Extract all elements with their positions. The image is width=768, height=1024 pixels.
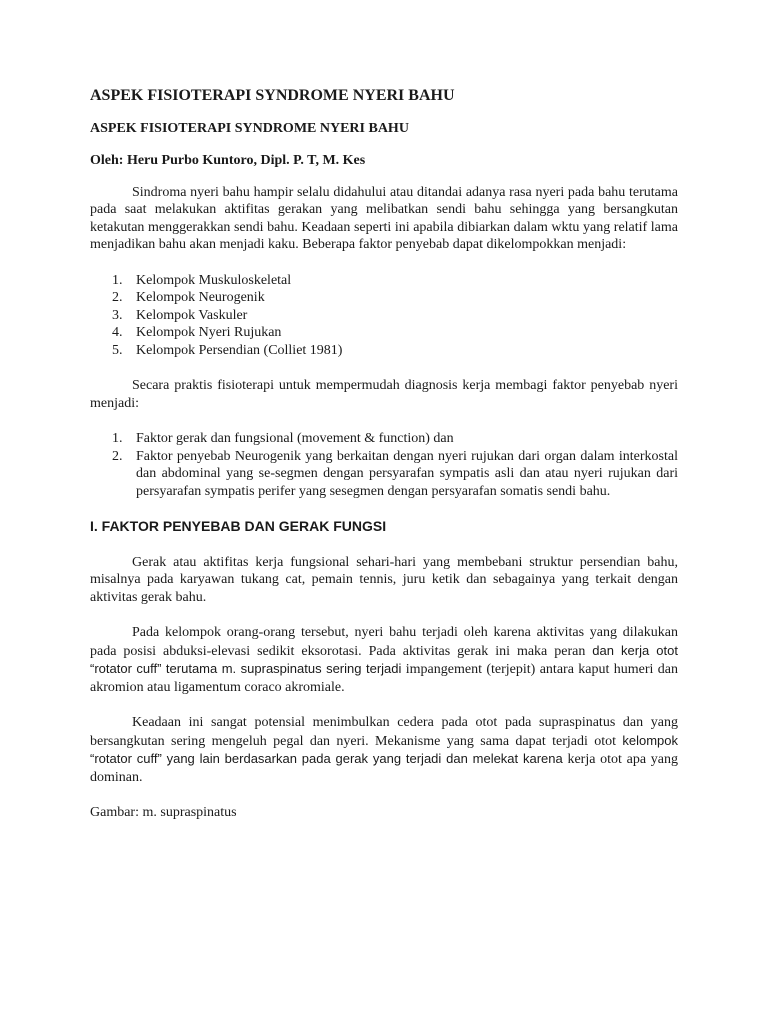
section-heading: I. FAKTOR PENYEBAB DAN GERAK FUNGSI [90, 518, 387, 534]
list-item: 2. Kelompok Neurogenik [112, 290, 265, 305]
figure-caption: Gambar: m. supraspinatus [90, 805, 237, 820]
intro-paragraph: Sindroma nyeri bahu hampir selalu didahului atau ditandai adanya rasa nyeri pada bahu terutama pada saat melakukan aktifitas gerakan yang melibatkan sendi bahu sehingga yang bersangkutan ketakutan menggerakkan sendi bahu. Keadaan seperti ini apabila dibiarkan dalam wktu yang relatif lama menjadikan bahu akan menjadi kaku. Beberapa faktor penyebab dapat dikelompokkan menjadi: [90, 184, 678, 252]
article-title: ASPEK FISIOTERAPI SYNDROME NYERI BAHU [90, 121, 409, 136]
author-line: Oleh: Heru Purbo Kuntoro, Dipl. P. T, M. Kes [90, 153, 366, 168]
list-item: 4. Kelompok Nyeri Rujukan [112, 325, 282, 340]
document-body [90, 86, 678, 822]
factors-list [90, 430, 678, 500]
list-item: 2. Faktor penyebab Neurogenik yang berkaitan dengan nyeri rujukan dari organ dalam interkostal dan abdominal yang se-segmen dengan persyarafan sympatis asli dan atau nyeri rujukan dari persyarafan sympatis perifer yang sesegmen dengan persyarafan somatis sendi bahu. [112, 448, 678, 499]
list-item: 1. Kelompok Muskuloskeletal [112, 272, 292, 288]
page-title: ASPEK FISIOTERAPI SYNDROME NYERI BAHU [90, 87, 455, 104]
list-item: 5. Kelompok Persendian (Colliet 1981) [112, 342, 343, 358]
section-paragraph-1: Gerak atau aktifitas kerja fungsional sehari-hari yang membebani struktur persendian bahu, misalnya pada karyawan tukang cat, pemain tennis, juru ketik dan sebagainya yang terkait dengan aktivitas gerak bahu. [90, 554, 678, 605]
section-paragraph-3: Keadaan ini sangat potensial menimbulkan cedera pada otot pada supraspinatus dan yang bersangkutan sering mengeluh pegal dan nyeri. Mekanisme yang sama dapat terjadi otot kelompok “rotator cuff” yang lain berdasarkan pada gerak yang terjadi dan melekat karena kerja otot apa yang dominan. [90, 715, 679, 785]
practical-paragraph: Secara praktis fisioterapi untuk mempermudah diagnosis kerja membagi faktor penyebab nyeri menjadi: [90, 378, 678, 411]
section-paragraph-2: Pada kelompok orang-orang tersebut, nyeri bahu terjadi oleh karena aktivitas yang dilakukan pada posisi abduksi-elevasi sedikit eksorotasi. Pada aktivitas gerak ini maka peran dan kerja otot “rotator cuff” terutama m. supraspinatus sering terjadi impangement (terjepit) antara kaput humeri dan akromion atau ligamentum coraco akromiale. [90, 625, 679, 695]
cause-groups-list [90, 272, 678, 360]
list-item: 3. Kelompok Vaskuler [112, 307, 248, 323]
list-item: 1. Faktor gerak dan fungsional (movement & function) dan [112, 431, 454, 446]
